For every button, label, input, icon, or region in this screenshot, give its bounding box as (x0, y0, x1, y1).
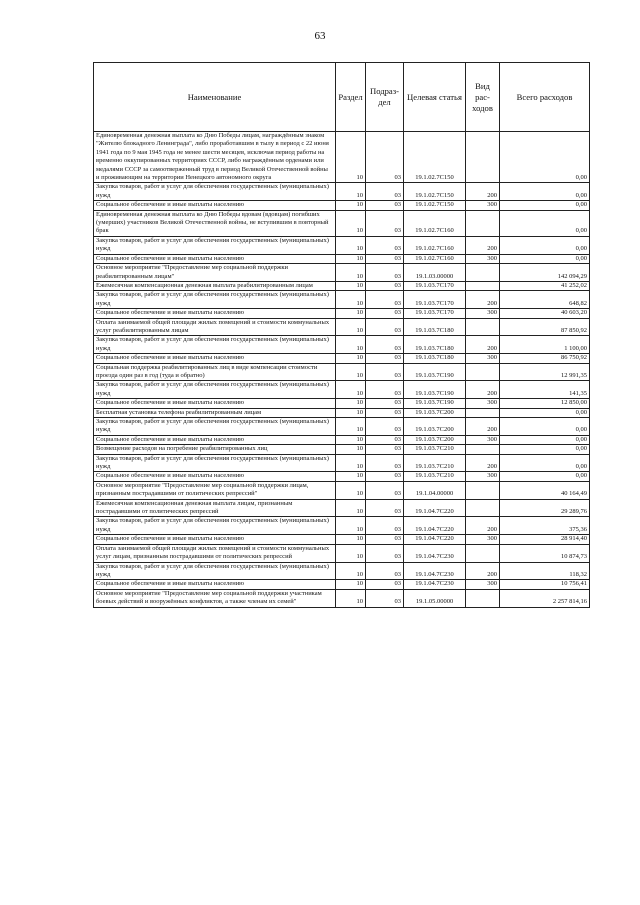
row-podrazdel: 03 (366, 435, 404, 444)
row-vid: 300 (466, 354, 500, 363)
row-total: 141,35 (500, 381, 590, 399)
page-number: 63 (314, 30, 326, 42)
row-vid: 200 (466, 236, 500, 254)
row-name: Ежемесячная компенсационная денежная выплата лицам, признанным пострадавшими от политических репрессий (94, 499, 336, 517)
row-total: 0,00 (500, 254, 590, 263)
row-target: 19.1.02.7С160 (404, 236, 466, 254)
row-razdel: 10 (336, 580, 366, 589)
row-vid: 200 (466, 418, 500, 436)
row-razdel: 10 (336, 544, 366, 562)
row-razdel: 10 (336, 435, 366, 444)
row-name: Социальное обеспечение и иные выплаты населению (94, 399, 336, 408)
row-name: Ежемесячная компенсационная денежная выплата реабилитированным лицам (94, 281, 336, 290)
row-name: Социальное обеспечение и иные выплаты населению (94, 201, 336, 210)
row-vid: 300 (466, 201, 500, 210)
row-razdel: 10 (336, 418, 366, 436)
row-vid (466, 589, 500, 607)
row-podrazdel: 03 (366, 517, 404, 535)
row-podrazdel: 03 (366, 399, 404, 408)
row-podrazdel: 03 (366, 535, 404, 544)
row-vid (466, 264, 500, 282)
row-podrazdel: 03 (366, 201, 404, 210)
row-target: 19.1.02.7С150 (404, 132, 466, 183)
row-target: 19.1.03.7С170 (404, 309, 466, 318)
row-total: 40 164,49 (500, 481, 590, 499)
row-podrazdel: 03 (366, 562, 404, 580)
row-vid (466, 408, 500, 417)
row-name: Социальное обеспечение и иные выплаты населению (94, 535, 336, 544)
table-row (94, 435, 590, 444)
row-vid (466, 210, 500, 236)
row-vid (466, 499, 500, 517)
row-target: 19.1.03.7С190 (404, 381, 466, 399)
table-row (94, 318, 590, 336)
table-row (94, 281, 590, 290)
row-total: 0,00 (500, 454, 590, 472)
row-total: 87 850,92 (500, 318, 590, 336)
row-name: Закупка товаров, работ и услуг для обеспечения государственных (муниципальных) нужд (94, 236, 336, 254)
row-name: Закупка товаров, работ и услуг для обеспечения государственных (муниципальных) нужд (94, 183, 336, 201)
row-target: 19.1.03.7С190 (404, 399, 466, 408)
header-razdel: Раздел (336, 63, 366, 132)
row-name: Закупка товаров, работ и услуг для обеспечения государственных (муниципальных) нужд (94, 381, 336, 399)
row-vid: 300 (466, 254, 500, 263)
table-row (94, 210, 590, 236)
row-total: 142 094,29 (500, 264, 590, 282)
row-total: 40 603,20 (500, 309, 590, 318)
row-vid: 300 (466, 399, 500, 408)
header-podrazdel: Подраз-дел (366, 63, 404, 132)
row-target: 19.1.03.00000 (404, 264, 466, 282)
row-name: Возмещение расходов на погребение реабилитированных лиц (94, 445, 336, 454)
row-podrazdel: 03 (366, 318, 404, 336)
row-vid: 200 (466, 336, 500, 354)
row-razdel: 10 (336, 183, 366, 201)
table-row (94, 544, 590, 562)
header-row (94, 63, 590, 132)
table-row (94, 236, 590, 254)
row-total: 86 750,92 (500, 354, 590, 363)
row-name: Единовременная денежная выплата ко Дню Победы лицам, награждённым знаком "Жителю блокадного Ленинграда", либо проработавшим в тылу в период с 22 июня 1941 года по 9 мая 1945 года не менее шести месяцев, исключая период работы на временно оккупированных территориях СССР, либо награждённым орденами или медалями СССР за самоотверженный труд в период Великой Отечественной войны и проживающим на территории Ненецкого автономного округа (94, 132, 336, 183)
row-razdel: 10 (336, 481, 366, 499)
row-name: Закупка товаров, работ и услуг для обеспечения государственных (муниципальных) нужд (94, 418, 336, 436)
row-razdel: 10 (336, 254, 366, 263)
row-vid (466, 132, 500, 183)
row-name: Социальное обеспечение и иные выплаты населению (94, 309, 336, 318)
row-podrazdel: 03 (366, 132, 404, 183)
row-name: Закупка товаров, работ и услуг для обеспечения государственных (муниципальных) нужд (94, 454, 336, 472)
row-razdel: 10 (336, 210, 366, 236)
table-row (94, 201, 590, 210)
row-target: 19.1.03.7С180 (404, 336, 466, 354)
row-razdel: 10 (336, 408, 366, 417)
row-razdel: 10 (336, 132, 366, 183)
row-total: 0,00 (500, 183, 590, 201)
row-target: 19.1.04.7С220 (404, 517, 466, 535)
row-target: 19.1.03.7С210 (404, 454, 466, 472)
row-vid: 300 (466, 472, 500, 481)
row-vid: 300 (466, 309, 500, 318)
row-podrazdel: 03 (366, 336, 404, 354)
row-total: 0,00 (500, 201, 590, 210)
row-razdel: 10 (336, 562, 366, 580)
row-razdel: 10 (336, 281, 366, 290)
row-total: 10 756,41 (500, 580, 590, 589)
row-podrazdel: 03 (366, 499, 404, 517)
row-target: 19.1.03.7С170 (404, 291, 466, 309)
row-total: 0,00 (500, 408, 590, 417)
table-row (94, 535, 590, 544)
row-total: 0,00 (500, 435, 590, 444)
row-podrazdel: 03 (366, 236, 404, 254)
table-row (94, 580, 590, 589)
row-total: 0,00 (500, 132, 590, 183)
row-total: 12 991,35 (500, 363, 590, 381)
row-total: 0,00 (500, 418, 590, 436)
row-total: 1 100,00 (500, 336, 590, 354)
row-razdel: 10 (336, 201, 366, 210)
row-podrazdel: 03 (366, 254, 404, 263)
row-target: 19.1.03.7С200 (404, 408, 466, 417)
row-vid (466, 445, 500, 454)
table-row (94, 291, 590, 309)
row-razdel: 10 (336, 472, 366, 481)
row-razdel: 10 (336, 363, 366, 381)
row-total: 0,00 (500, 472, 590, 481)
row-podrazdel: 03 (366, 183, 404, 201)
row-total: 375,36 (500, 517, 590, 535)
table-row (94, 183, 590, 201)
row-target: 19.1.03.7С180 (404, 354, 466, 363)
row-vid: 200 (466, 381, 500, 399)
row-name: Социальное обеспечение и иные выплаты населению (94, 472, 336, 481)
row-podrazdel: 03 (366, 363, 404, 381)
table-row (94, 381, 590, 399)
row-total: 28 914,40 (500, 535, 590, 544)
row-target: 19.1.03.7С170 (404, 281, 466, 290)
row-target: 19.1.03.7С200 (404, 435, 466, 444)
row-total: 12 850,00 (500, 399, 590, 408)
row-razdel: 10 (336, 381, 366, 399)
row-target: 19.1.02.7С160 (404, 210, 466, 236)
row-name: Закупка товаров, работ и услуг для обеспечения государственных (муниципальных) нужд (94, 517, 336, 535)
row-total: 41 252,02 (500, 281, 590, 290)
row-name: Закупка товаров, работ и услуг для обеспечения государственных (муниципальных) нужд (94, 291, 336, 309)
table-row (94, 499, 590, 517)
row-total: 0,00 (500, 445, 590, 454)
row-target: 19.1.02.7С160 (404, 254, 466, 263)
row-target: 19.1.02.7С150 (404, 201, 466, 210)
row-podrazdel: 03 (366, 454, 404, 472)
row-target: 19.1.03.7С190 (404, 363, 466, 381)
header-vid: Вид рас-ходов (466, 63, 500, 132)
row-podrazdel: 03 (366, 481, 404, 499)
header-target: Целевая статья (404, 63, 466, 132)
table-row (94, 363, 590, 381)
row-target: 19.1.04.7С230 (404, 580, 466, 589)
row-total: 2 257 814,16 (500, 589, 590, 607)
table-row (94, 562, 590, 580)
row-podrazdel: 03 (366, 445, 404, 454)
row-razdel: 10 (336, 445, 366, 454)
row-vid: 200 (466, 562, 500, 580)
row-name: Закупка товаров, работ и услуг для обеспечения государственных (муниципальных) нужд (94, 562, 336, 580)
row-target: 19.1.04.7С220 (404, 499, 466, 517)
row-target: 19.1.02.7С150 (404, 183, 466, 201)
row-vid: 300 (466, 435, 500, 444)
row-podrazdel: 03 (366, 472, 404, 481)
row-razdel: 10 (336, 236, 366, 254)
table-row (94, 472, 590, 481)
row-total: 0,00 (500, 210, 590, 236)
row-name: Основное мероприятие "Предоставление мер социальной поддержки лицам, признанным пострадавшими от политических репрессий" (94, 481, 336, 499)
row-target: 19.1.04.7С220 (404, 535, 466, 544)
row-podrazdel: 03 (366, 580, 404, 589)
row-razdel: 10 (336, 499, 366, 517)
table-row (94, 445, 590, 454)
table-row (94, 399, 590, 408)
row-razdel: 10 (336, 318, 366, 336)
row-name: Социальное обеспечение и иные выплаты населению (94, 254, 336, 263)
table-row (94, 254, 590, 263)
row-podrazdel: 03 (366, 418, 404, 436)
table-row (94, 132, 590, 183)
row-razdel: 10 (336, 264, 366, 282)
row-total: 10 874,73 (500, 544, 590, 562)
row-target: 19.1.03.7С200 (404, 418, 466, 436)
row-total: 118,32 (500, 562, 590, 580)
row-name: Социальная поддержка реабилитированных лиц в виде компенсации стоимости проезда один раз в год (туда и обратно) (94, 363, 336, 381)
row-razdel: 10 (336, 399, 366, 408)
row-razdel: 10 (336, 309, 366, 318)
row-razdel: 10 (336, 454, 366, 472)
header-total: Всего расходов (500, 63, 590, 132)
row-podrazdel: 03 (366, 408, 404, 417)
row-vid (466, 318, 500, 336)
row-podrazdel: 03 (366, 381, 404, 399)
header-name: Наименование (94, 63, 336, 132)
row-podrazdel: 03 (366, 544, 404, 562)
row-total: 648,82 (500, 291, 590, 309)
row-target: 19.1.03.7С210 (404, 445, 466, 454)
table-row (94, 408, 590, 417)
row-vid: 200 (466, 454, 500, 472)
row-vid (466, 544, 500, 562)
row-razdel: 10 (336, 291, 366, 309)
row-total: 29 289,76 (500, 499, 590, 517)
table-row (94, 589, 590, 607)
table-row (94, 354, 590, 363)
row-name: Бесплатная установка телефона реабилитированным лицам (94, 408, 336, 417)
row-vid (466, 281, 500, 290)
row-vid (466, 363, 500, 381)
row-name: Единовременная денежная выплата ко Дню Победы вдовам (вдовцам) погибших (умерших) участников Великой Отечественной войны, не вступившим в повторный брак (94, 210, 336, 236)
row-razdel: 10 (336, 535, 366, 544)
row-target: 19.1.05.00000 (404, 589, 466, 607)
row-vid: 300 (466, 535, 500, 544)
row-target: 19.1.03.7С180 (404, 318, 466, 336)
table-row (94, 481, 590, 499)
row-target: 19.1.04.7С230 (404, 544, 466, 562)
row-name: Закупка товаров, работ и услуг для обеспечения государственных (муниципальных) нужд (94, 336, 336, 354)
row-vid: 300 (466, 580, 500, 589)
row-razdel: 10 (336, 354, 366, 363)
row-name: Оплата занимаемой общей площади жилых помещений и стоимости коммунальных услуг реабилитированным лицам (94, 318, 336, 336)
row-target: 19.1.04.00000 (404, 481, 466, 499)
row-razdel: 10 (336, 589, 366, 607)
row-name: Социальное обеспечение и иные выплаты населению (94, 435, 336, 444)
table-row (94, 454, 590, 472)
row-total: 0,00 (500, 236, 590, 254)
row-vid (466, 481, 500, 499)
row-name: Социальное обеспечение и иные выплаты населению (94, 580, 336, 589)
row-razdel: 10 (336, 336, 366, 354)
row-podrazdel: 03 (366, 589, 404, 607)
row-razdel: 10 (336, 517, 366, 535)
row-name: Оплата занимаемой общей площади жилых помещений и стоимости коммунальных услуг лицам, признанным пострадавшими от политических репрессий (94, 544, 336, 562)
row-podrazdel: 03 (366, 309, 404, 318)
row-target: 19.1.03.7С210 (404, 472, 466, 481)
row-vid: 200 (466, 517, 500, 535)
table-row (94, 336, 590, 354)
table-row (94, 517, 590, 535)
table-row (94, 264, 590, 282)
row-vid: 200 (466, 291, 500, 309)
row-podrazdel: 03 (366, 354, 404, 363)
row-podrazdel: 03 (366, 210, 404, 236)
row-podrazdel: 03 (366, 281, 404, 290)
row-name: Социальное обеспечение и иные выплаты населению (94, 354, 336, 363)
row-podrazdel: 03 (366, 264, 404, 282)
row-vid: 200 (466, 183, 500, 201)
row-podrazdel: 03 (366, 291, 404, 309)
row-target: 19.1.04.7С230 (404, 562, 466, 580)
table-row (94, 309, 590, 318)
row-name: Основное мероприятие "Предоставление мер социальной поддержки участникам боевых действий и вооружённых конфликтов, а также членам их семей" (94, 589, 336, 607)
budget-table (93, 62, 590, 608)
row-name: Основное мероприятие "Предоставление мер социальной поддержки реабилитированным лицам" (94, 264, 336, 282)
table-row (94, 418, 590, 436)
